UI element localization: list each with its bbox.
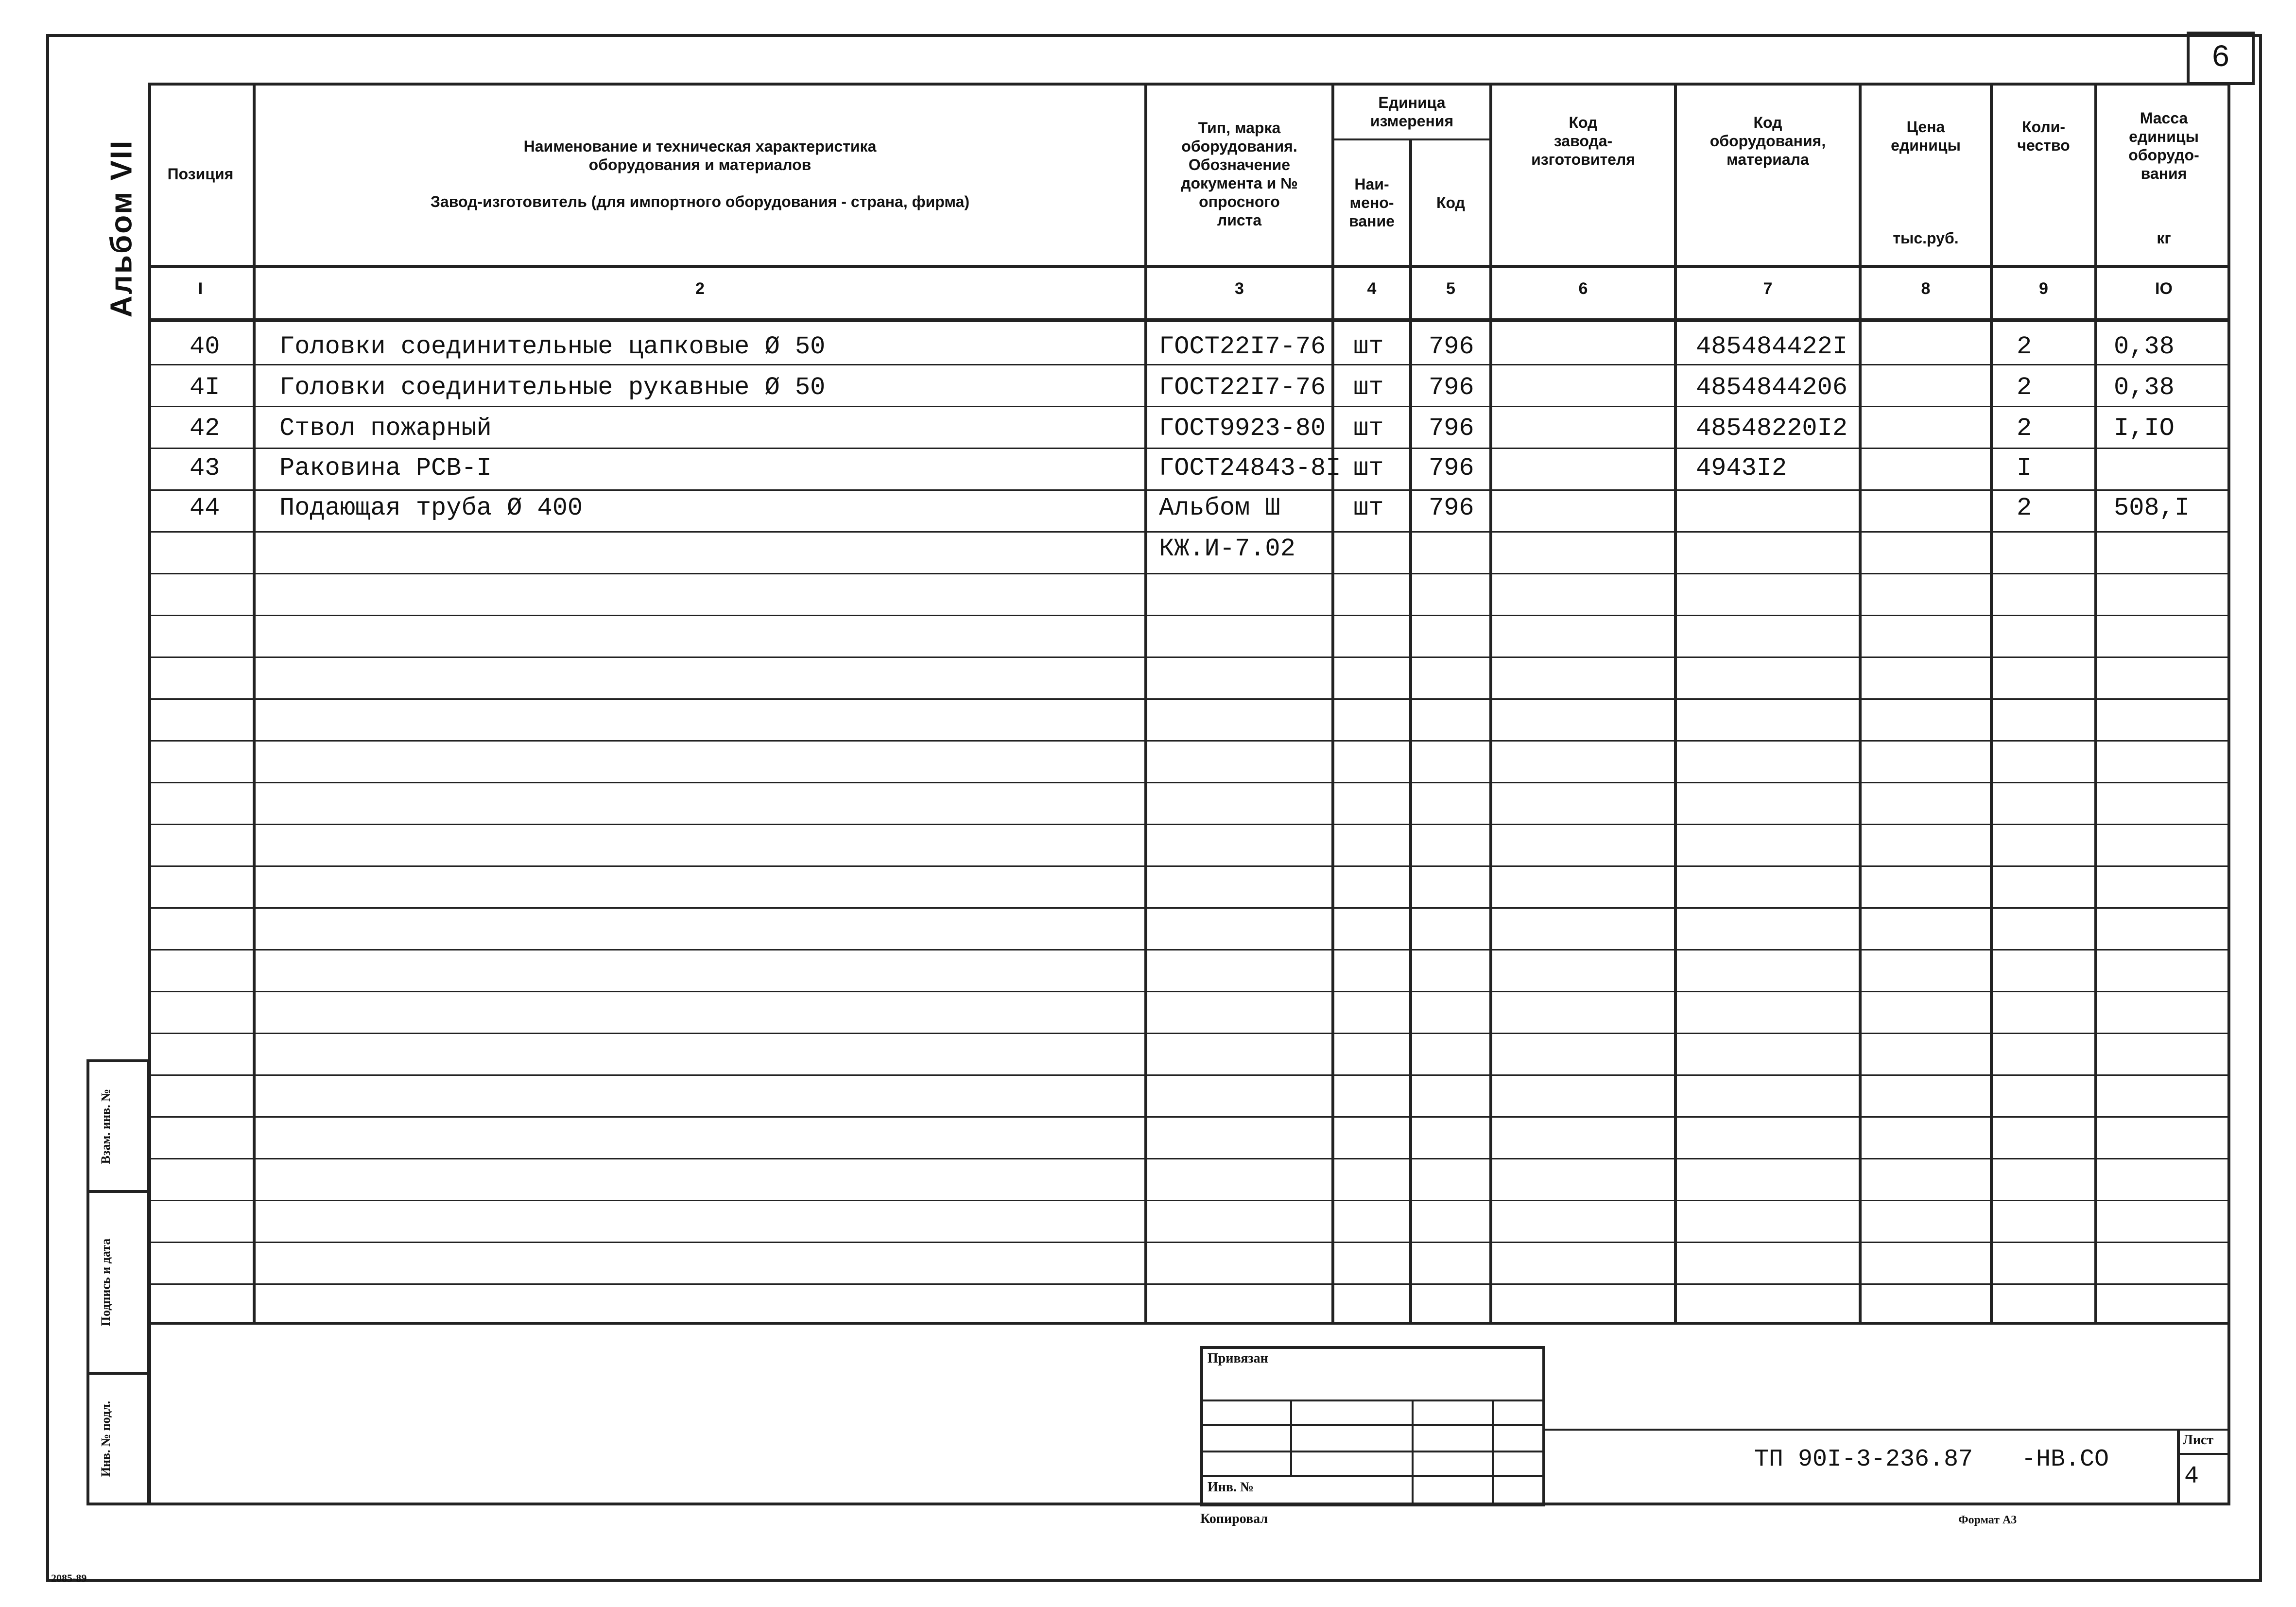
stamp-col-line [1412, 1400, 1414, 1504]
header-mass-unit-text: кг [2157, 229, 2171, 247]
row-separator [148, 824, 2230, 825]
row-type: ГОСТ22I7-76 [1159, 332, 1326, 361]
column-number: 2 [695, 279, 705, 298]
sheet-label: Лист [2183, 1433, 2214, 1448]
stamp-col-line [1492, 1400, 1494, 1504]
header-unit-name-line: мено- [1349, 194, 1394, 211]
col-line [1331, 83, 1334, 1322]
header-bottom-line [148, 265, 2230, 268]
row-separator [148, 1074, 2230, 1076]
row-unit: шт [1353, 494, 1384, 522]
row-name: Подающая труба Ø 400 [279, 494, 583, 522]
side-stamp-original [86, 1372, 150, 1505]
row-separator [148, 1242, 2230, 1243]
header-type-line: опросного [1199, 192, 1280, 210]
row-separator [148, 1200, 2230, 1201]
row-separator [148, 991, 2230, 992]
row-unit: шт [1353, 414, 1384, 443]
col-line [1409, 138, 1412, 1322]
row-separator [148, 448, 2230, 449]
stamp-col-line [1290, 1400, 1292, 1477]
column-number: 7 [1763, 279, 1773, 298]
header-price-unit-text: тыс.руб. [1893, 229, 1959, 247]
row-separator [148, 907, 2230, 909]
header-unit-group-line: Единица [1378, 94, 1446, 111]
header-name-line: оборудования и материалов [588, 156, 811, 173]
row-position: 43 [190, 454, 220, 483]
row-unit: шт [1353, 454, 1384, 483]
header-type-line: Обозначение [1188, 156, 1291, 173]
row-mass: 0,38 [2114, 332, 2175, 361]
binding-stamp-title: Привязан [1208, 1351, 1268, 1366]
header-mass-unit [2097, 224, 2230, 253]
header-price-unit [1862, 224, 1990, 253]
column-number: 4 [1367, 279, 1377, 298]
row-separator [148, 406, 2230, 407]
row-name: Раковина РСВ-I [279, 454, 492, 483]
row-type: ГОСТ22I7-76 [1159, 373, 1326, 402]
header-plant-code-line: изготовителя [1531, 151, 1635, 168]
page-number: 6 [2187, 32, 2255, 85]
row-equipment-code: 4854844206 [1696, 373, 1848, 402]
row-mass: 508,I [2114, 494, 2190, 522]
row-position: 4I [190, 373, 220, 402]
row-name: Ствол пожарный [279, 414, 492, 443]
header-type-line: документа и № [1181, 174, 1298, 192]
header-equipment-code-line: оборудования, [1709, 132, 1826, 150]
title-block-line [1545, 1429, 2230, 1431]
column-number: 6 [1578, 279, 1588, 298]
header-quantity-line: чество [2017, 137, 2070, 154]
row-type: ГОСТ9923-80 [1159, 414, 1326, 443]
header-position-text: Позиция [167, 165, 234, 183]
col-line [1489, 83, 1492, 1322]
header-unit-code [1412, 140, 1489, 265]
side-stamp-replacement-label: Взам. инв. № [99, 1089, 113, 1164]
header-name-line: Наименование и техническая характеристика [523, 137, 877, 155]
document-suffix: -НВ.СО [2021, 1446, 2109, 1473]
row-unit-code: 796 [1429, 454, 1474, 483]
column-number: 9 [2039, 279, 2048, 298]
header-mass-line: Масса [2140, 109, 2188, 127]
row-mass: 0,38 [2114, 373, 2175, 402]
row-separator [148, 865, 2230, 867]
col-line [1674, 83, 1677, 1322]
row-separator [148, 740, 2230, 742]
header-name-line: Завод-изготовитель (для импортного оборудования - страна, фирма) [430, 192, 970, 210]
header-quantity-line: Коли- [2022, 118, 2065, 136]
side-stamp-replacement [86, 1059, 150, 1193]
header-type-line: листа [1217, 211, 1262, 229]
sheet-box-line [2177, 1453, 2230, 1455]
header-plant-code-line: Код [1569, 114, 1598, 131]
header-equipment-code-line: материала [1726, 151, 1809, 168]
row-separator [148, 1158, 2230, 1159]
row-quantity: I [2017, 454, 2032, 483]
side-stamp-signature-label: Подпись и дата [99, 1238, 113, 1327]
header-mass [2097, 92, 2230, 199]
header-unit-name [1334, 140, 1409, 265]
album-label: Альбом VII [104, 139, 138, 318]
header-type-line: Тип, марка [1198, 119, 1281, 137]
row-unit-code: 796 [1429, 494, 1474, 522]
column-number: 5 [1446, 279, 1455, 298]
row-separator [148, 573, 2230, 574]
row-unit-code: 796 [1429, 373, 1474, 402]
copied-label: Копировал [1200, 1511, 1268, 1526]
row-unit-code: 796 [1429, 332, 1474, 361]
column-number: I [198, 279, 203, 298]
col-line [253, 83, 256, 1322]
column-number: IO [2155, 279, 2173, 298]
header-equipment-code [1677, 83, 1859, 199]
header-unit-name-line: Наи- [1354, 175, 1389, 193]
side-stamp-signature [86, 1190, 150, 1375]
row-separator [148, 698, 2230, 700]
header-unit-group-line: измерения [1370, 112, 1454, 130]
row-name: Головки соединительные цапковые Ø 50 [279, 332, 826, 361]
row-quantity: 2 [2017, 373, 2032, 402]
row-equipment-code: 485484422I [1696, 332, 1848, 361]
row-name: Головки соединительные рукавные Ø 50 [279, 373, 826, 402]
header-unit-code-text: Код [1436, 194, 1465, 211]
header-price-line: Цена [1906, 118, 1945, 136]
col-line [1990, 83, 1993, 1322]
row-quantity: 2 [2017, 332, 2032, 361]
corner-code: 2085-89 [51, 1572, 87, 1584]
row-type: ГОСТ24843-8I [1159, 454, 1341, 483]
header-price [1862, 83, 1990, 190]
row-equipment-code: 4943I2 [1696, 454, 1787, 483]
row-unit: шт [1353, 332, 1384, 361]
header-mass-line: единицы [2129, 128, 2199, 145]
row-unit-code: 796 [1429, 414, 1474, 443]
table-body-bottom [148, 1322, 2230, 1325]
row-unit: шт [1353, 373, 1384, 402]
header-quantity [1993, 83, 2094, 190]
header-position [148, 83, 253, 265]
row-position: 44 [190, 494, 220, 522]
row-separator [148, 489, 2230, 491]
format-label: Формат А3 [1958, 1514, 2017, 1526]
document-code: ТП 90I-3-236.87 [1754, 1446, 1973, 1473]
row-separator [148, 1283, 2230, 1285]
row-type: КЖ.И-7.02 [1159, 535, 1295, 563]
header-type-line: оборудования. [1181, 137, 1297, 155]
row-equipment-code: 48548220I2 [1696, 414, 1848, 443]
header-plant-code [1492, 83, 1674, 199]
row-mass: I,IO [2114, 414, 2175, 443]
header-plant-code-line: завода- [1554, 132, 1613, 150]
row-quantity: 2 [2017, 494, 2032, 522]
row-separator [148, 1033, 2230, 1034]
column-number: 3 [1235, 279, 1244, 298]
header-name [256, 83, 1144, 265]
row-separator [148, 1116, 2230, 1118]
column-number: 8 [1921, 279, 1931, 298]
header-equipment-code-line: Код [1753, 114, 1782, 131]
row-position: 42 [190, 414, 220, 443]
col-line [1144, 83, 1147, 1322]
header-mass-line: вания [2141, 165, 2187, 182]
sheet-number: 4 [2184, 1463, 2199, 1490]
header-unit-group [1334, 85, 1489, 138]
row-type: Альбом Ш [1159, 494, 1280, 522]
row-separator [148, 949, 2230, 950]
row-separator [148, 531, 2230, 533]
col-line [1859, 83, 1862, 1322]
row-separator [148, 657, 2230, 658]
row-position: 40 [190, 332, 220, 361]
column-number-line [148, 318, 2230, 322]
header-price-line: единицы [1891, 137, 1961, 154]
col-line [2094, 83, 2097, 1322]
header-type [1147, 83, 1331, 265]
inventory-number-label: Инв. № [1208, 1480, 1254, 1495]
row-separator [148, 364, 2230, 365]
side-stamp-original-label: Инв. № подл. [99, 1400, 113, 1477]
header-mass-line: оборудо- [2128, 146, 2199, 164]
row-separator [148, 782, 2230, 783]
row-quantity: 2 [2017, 414, 2032, 443]
row-separator [148, 615, 2230, 616]
header-unit-name-line: вание [1349, 212, 1395, 230]
